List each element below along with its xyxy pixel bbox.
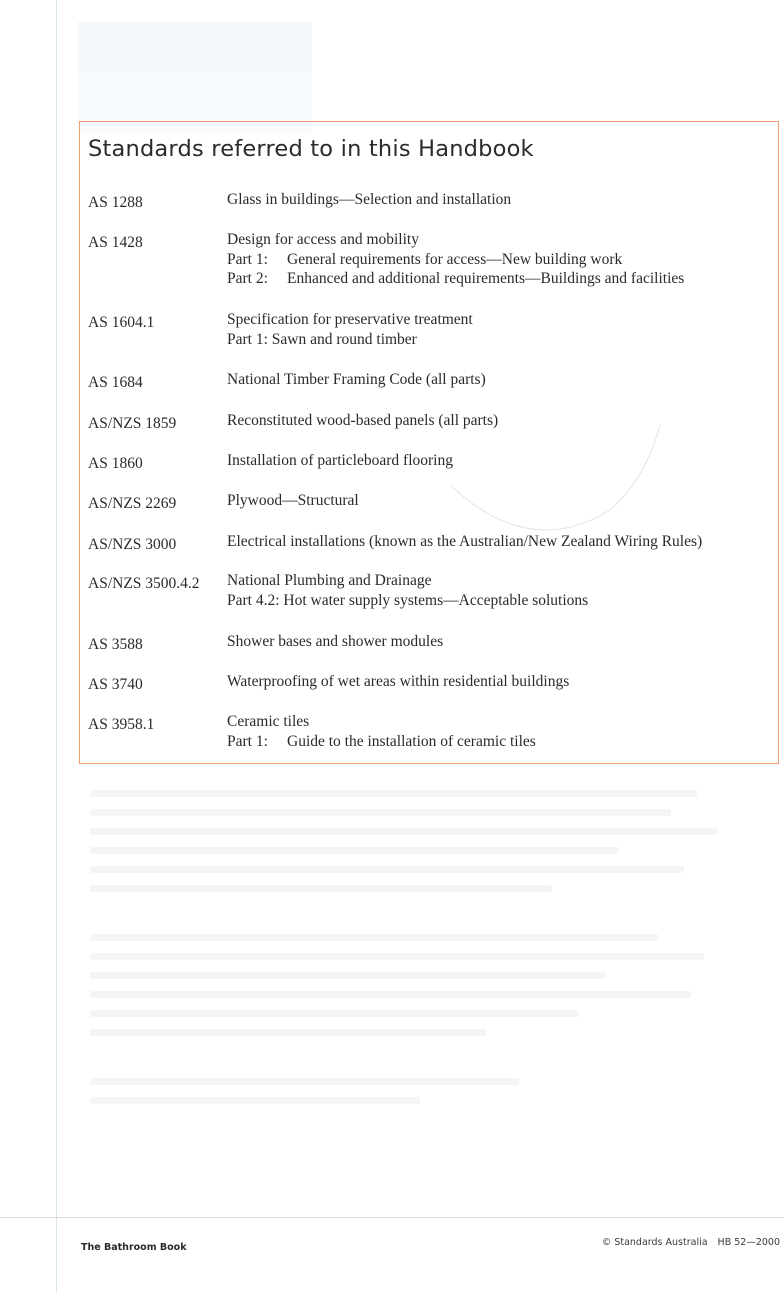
standard-code: AS 1684 <box>88 374 143 391</box>
standard-description <box>227 310 473 349</box>
part-title: Specification for preservative treatment <box>227 311 473 328</box>
standard-description <box>227 190 511 210</box>
description-line <box>227 491 359 511</box>
footer-rule <box>0 1217 784 1218</box>
standard-code: AS/NZS 3000 <box>88 536 177 553</box>
description-line <box>227 632 443 652</box>
standard-code: AS 1428 <box>88 234 143 251</box>
part-number: Part 1: <box>227 250 268 268</box>
standard-description <box>227 672 569 692</box>
part-title: Plywood—Structural <box>227 492 359 509</box>
standard-description <box>227 571 588 610</box>
part-number: Part 2: <box>227 270 268 287</box>
description-line <box>227 672 569 692</box>
standard-description <box>227 451 453 471</box>
part-title: Part 4.2: Hot water supply systems—Acceptable solutions <box>227 591 589 609</box>
description-line <box>227 230 684 250</box>
description-line <box>227 451 453 471</box>
description-line <box>227 532 702 552</box>
footer-book-title: The Bathroom Book <box>81 1242 187 1253</box>
description-line <box>227 370 486 390</box>
part-title: Enhanced and additional requirements—Buildings and facilities <box>287 270 685 287</box>
description-line <box>227 411 498 431</box>
footer-copyright: © Standards Australia <box>601 1237 708 1248</box>
standard-description <box>227 532 702 552</box>
standard-description <box>227 491 359 511</box>
description-line <box>227 732 536 752</box>
footer-doc-code: HB 52—2000 <box>717 1237 780 1248</box>
part-title: Electrical installations (known as the Australian/New Zealand Wiring Rules) <box>227 533 703 550</box>
standard-description <box>227 370 486 390</box>
faded-show-through-text <box>90 790 750 1180</box>
description-line <box>227 712 536 732</box>
part-title: Installation of particleboard flooring <box>227 452 453 469</box>
part-title: Guide to the installation of ceramic tiles <box>287 732 536 750</box>
description-line <box>227 591 588 611</box>
standard-code: AS 1288 <box>88 194 143 211</box>
part-title: Design for access and mobility <box>227 231 419 248</box>
standard-description <box>227 230 684 289</box>
part-title: Ceramic tiles <box>227 713 310 730</box>
part-title: Waterproofing of wet areas within residential buildings <box>227 673 570 690</box>
description-line <box>227 269 684 289</box>
standard-code: AS/NZS 3500.4.2 <box>88 575 200 592</box>
footer-right <box>592 1237 780 1248</box>
description-line <box>227 250 684 270</box>
description-line <box>227 310 473 330</box>
standard-code: AS 1860 <box>88 455 143 472</box>
part-title: General requirements for access—New building work <box>287 250 623 268</box>
standard-description <box>227 411 498 431</box>
standard-code: AS 3740 <box>88 676 143 693</box>
description-line <box>227 330 473 350</box>
part-title: National Timber Framing Code (all parts) <box>227 371 486 388</box>
standard-code: AS 1604.1 <box>88 314 155 331</box>
standard-code: AS/NZS 2269 <box>88 495 177 512</box>
part-title: Shower bases and shower modules <box>227 633 444 650</box>
part-number: Part 1: <box>227 732 268 750</box>
part-title: Part 1: Sawn and round timber <box>227 330 417 348</box>
standard-description <box>227 712 536 751</box>
standard-description <box>227 632 443 652</box>
description-line <box>227 190 511 210</box>
description-line <box>227 571 588 591</box>
standard-code: AS/NZS 1859 <box>88 415 177 432</box>
part-title: Reconstituted wood-based panels (all parts) <box>227 412 499 429</box>
standard-code: AS 3588 <box>88 636 143 653</box>
page-title: Standards referred to in this Handbook <box>88 136 534 162</box>
standard-code: AS 3958.1 <box>88 716 155 733</box>
part-title: Glass in buildings—Selection and installation <box>227 191 512 208</box>
part-title: National Plumbing and Drainage <box>227 572 432 589</box>
